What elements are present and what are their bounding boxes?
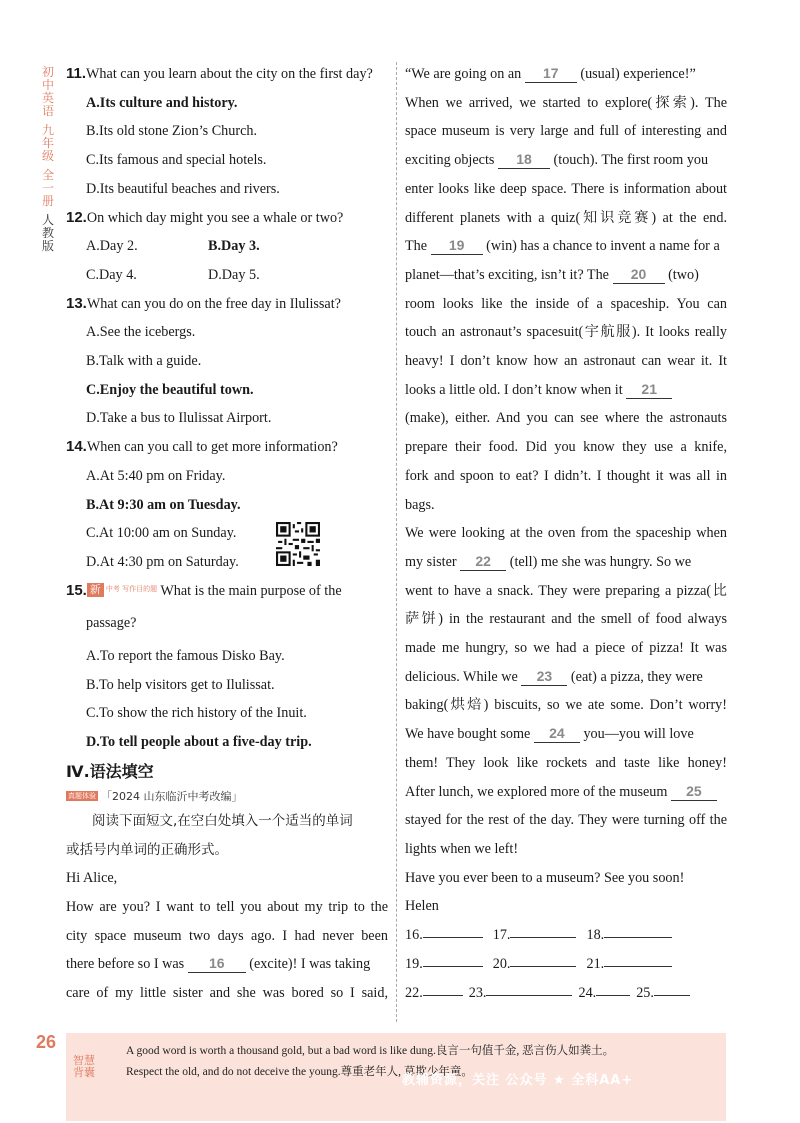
answer-row-2: 19. 20. 21. — [405, 950, 727, 979]
passage-line: When we arrived, we started to explore(探索). The — [405, 94, 727, 111]
watermark: 教辅资源，关注 公众号 ★ 全科AA+ — [402, 1073, 634, 1088]
side-char: 年 — [41, 136, 54, 150]
side-char: 全 — [41, 168, 54, 182]
passage-line: city space museum two days ago. I had never been — [66, 927, 388, 944]
blank-18[interactable]: 18 — [498, 151, 550, 169]
question-14-stem: 14.When can you call to get more information? — [66, 438, 338, 456]
side-char: 册 — [41, 194, 54, 208]
answer-blank-23[interactable] — [486, 979, 572, 996]
answer-blank-25[interactable] — [654, 979, 690, 996]
passage-line: exciting objects 18 (touch). The first room you — [405, 151, 709, 169]
blank-17[interactable]: 17 — [525, 65, 577, 83]
badge-subtitle: 中考 写作目的题 — [105, 584, 158, 593]
passage-line: space museum is very large and full of interesting and — [405, 123, 727, 140]
left-column — [66, 60, 388, 1008]
footer-tag: 智慧 背囊 — [73, 1054, 95, 1079]
side-char: 版 — [41, 239, 54, 253]
q12-options-row-1 — [66, 232, 388, 261]
quote-line-1: A good word is worth a thousand gold, but a bad word is like dung.良言一句值千金, 恶言伤人如粪土。 — [126, 1045, 615, 1057]
question-11-stem: 11.What can you learn about the city on the first day? — [66, 65, 373, 82]
passage-line: made me hungry, so we had a piece of pizza! It was — [405, 640, 727, 657]
passage-line: baking(烘焙) biscuits, so we ate some. Don’t worry! — [405, 697, 727, 714]
question-12-stem: 12.On which day might you see a whale or two? — [66, 208, 344, 226]
blank-23[interactable]: 23 — [521, 668, 567, 686]
passage-line: We have bought some 24 you—you will love — [405, 725, 694, 743]
passage-line: delicious. While we 23 (eat) a pizza, they were — [405, 667, 703, 685]
side-char: 英 — [41, 91, 54, 105]
section-title: Ⅳ.语法填空 — [66, 761, 154, 781]
answer-blank-18[interactable] — [604, 921, 672, 938]
passage-line: How are you? I want to tell you about my trip to the — [66, 898, 388, 915]
side-char: 级 — [41, 149, 54, 163]
answer-blank-17[interactable] — [510, 921, 576, 938]
letter-signature: Helen — [405, 898, 439, 915]
q12-options-row-2 — [66, 261, 388, 290]
answer-row-1: 16. 17. 18. — [405, 921, 727, 950]
answer-blank-22[interactable] — [423, 979, 463, 996]
passage-line: “We are going on an 17 (usual) experience!” — [405, 65, 696, 82]
instruction-line-2: 或括号内单词的正确形式。 — [66, 841, 228, 858]
instruction-line-1: 阅读下面短文,在空白处填入一个适当的单词 — [92, 812, 353, 829]
blank-19[interactable]: 19 — [431, 237, 483, 255]
right-column — [405, 60, 727, 1008]
passage-line: touch an astronaut’s spacesuit(宇航服). It looks really — [405, 324, 727, 341]
side-char: 初 — [41, 65, 54, 79]
q14-option-c[interactable]: C.At 10:00 am on Sunday. — [86, 525, 237, 542]
passage-line: lights when we left! — [405, 840, 519, 857]
passage-line: We were looking at the oven from the spaceship when — [405, 525, 727, 542]
answer-blank-19[interactable] — [423, 950, 483, 967]
passage-line: (make), either. And you can see where the astronauts — [405, 410, 727, 427]
answer-blank-24[interactable] — [596, 979, 630, 996]
q11-option-b[interactable]: B.Its old stone Zion’s Church. — [86, 123, 258, 140]
q15-option-d[interactable]: D.To tell people about a five-day trip. — [86, 734, 312, 751]
answer-row-3: 22. 23. 24. 25. — [405, 979, 727, 1008]
blank-22[interactable]: 22 — [460, 553, 506, 571]
q12-option-b[interactable]: B.Day 3. — [208, 238, 260, 255]
passage-line: Have you ever been to a museum? See you soon! — [405, 869, 685, 886]
passage-line: planet—that’s exciting, isn’t it? The 20 (two) — [405, 265, 699, 283]
passage-line: enter looks like deep space. There is information about — [405, 180, 727, 197]
quote-line-2: Respect the old, and do not deceive the young.尊重老年人, 莫欺少年童。 — [126, 1066, 473, 1078]
passage-line: The 19 (win) has a chance to invent a name for a — [405, 237, 720, 255]
passage-line: bags. — [405, 496, 435, 513]
passage-line: After lunch, we explored more of the museum 25 — [405, 778, 727, 807]
passage-line: care of my little sister and she was bored so I said, — [66, 985, 388, 1002]
q15-option-c[interactable]: C.To show the rich history of the Inuit. — [86, 705, 307, 722]
q14-option-d[interactable]: D.At 4:30 pm on Saturday. — [86, 553, 239, 570]
column-divider — [396, 62, 397, 1022]
passage-line: stayed for the rest of the day. They were turning off the — [405, 812, 727, 829]
side-char: 九 — [41, 123, 54, 137]
blank-21[interactable]: 21 — [626, 381, 672, 399]
q15-option-b[interactable]: B.To help visitors get to Ilulissat. — [86, 676, 275, 693]
passage-line: fork and spoon to eat? I didn’t. I thought it was all in — [405, 467, 727, 484]
q11-option-d[interactable]: D.Its beautiful beaches and rivers. — [86, 180, 280, 197]
q12-option-c[interactable]: C.Day 4. — [86, 266, 137, 283]
q12-option-a[interactable]: A.Day 2. — [86, 238, 138, 255]
passage-line: there before so I was 16 (excite)! I was taking — [66, 955, 371, 973]
question-15-stem: 15. 新 中考 写作目的题 What is the main purpose of the — [66, 581, 342, 599]
qr-code-icon — [276, 522, 320, 566]
q13-option-c[interactable]: C.Enjoy the beautiful town. — [86, 381, 254, 398]
side-char: 一 — [41, 181, 54, 195]
passage-line: different planets with a quiz(知识竞赛) at the end. — [405, 209, 727, 226]
letter-greeting: Hi Alice, — [66, 870, 118, 887]
q15-option-a[interactable]: A.To report the famous Disko Bay. — [86, 648, 285, 665]
source-line: 真题体验 「2024 山东临沂中考改编」 — [68, 789, 243, 803]
footer-banner — [66, 1033, 726, 1121]
q11-option-a[interactable]: A.Its culture and history. — [86, 94, 238, 111]
q13-option-d[interactable]: D.Take a bus to Ilulissat Airport. — [86, 410, 272, 427]
side-char: 人 — [41, 213, 54, 227]
side-char: 语 — [41, 104, 54, 118]
passage-line: them! They look like rockets and taste like honey! — [405, 754, 727, 771]
q13-option-b[interactable]: B.Talk with a guide. — [86, 353, 202, 370]
passage-line: looks a little old. I don’t know when it 21 — [405, 376, 727, 405]
blank-25[interactable]: 25 — [671, 783, 717, 801]
q11-option-c[interactable]: C.Its famous and special hotels. — [86, 152, 267, 169]
new-badge-icon: 新 — [87, 583, 104, 597]
passage-line: my sister 22 (tell) me she was hungry. So we — [405, 552, 692, 570]
side-label — [38, 66, 58, 253]
source-tag: 真题体验 — [68, 791, 96, 800]
answer-blank-16[interactable] — [423, 921, 483, 938]
side-char: 教 — [41, 226, 54, 240]
passage-line: 萨饼) in the restaurant and the smell of food always — [405, 611, 727, 628]
passage-line: prepare their food. Did you know they use a knife, — [405, 439, 727, 456]
passage-line: room looks like the inside of a spaceship. You can — [405, 295, 727, 312]
answer-blank-20[interactable] — [510, 950, 576, 967]
side-char: 中 — [41, 78, 54, 92]
blank-24[interactable]: 24 — [534, 725, 580, 743]
q14-option-a[interactable]: A.At 5:40 pm on Friday. — [86, 467, 226, 484]
blank-16[interactable]: 16 — [188, 955, 246, 973]
page-number: 26 — [36, 1032, 57, 1052]
q13-option-a[interactable]: A.See the icebergs. — [86, 324, 196, 341]
blank-20[interactable]: 20 — [613, 266, 665, 284]
passage-line: heavy! I don’t know how an astronaut can wear it. It — [405, 353, 727, 370]
q14-option-b[interactable]: B.At 9:30 am on Tuesday. — [86, 496, 241, 513]
q12-option-d[interactable]: D.Day 5. — [208, 266, 260, 283]
question-15-stem-cont: passage? — [86, 615, 137, 632]
question-13-stem: 13.What can you do on the free day in Ilulissat? — [66, 294, 341, 312]
answer-blank-21[interactable] — [604, 950, 672, 967]
passage-line: went to have a snack. They were preparing a pizza(比 — [405, 582, 727, 599]
